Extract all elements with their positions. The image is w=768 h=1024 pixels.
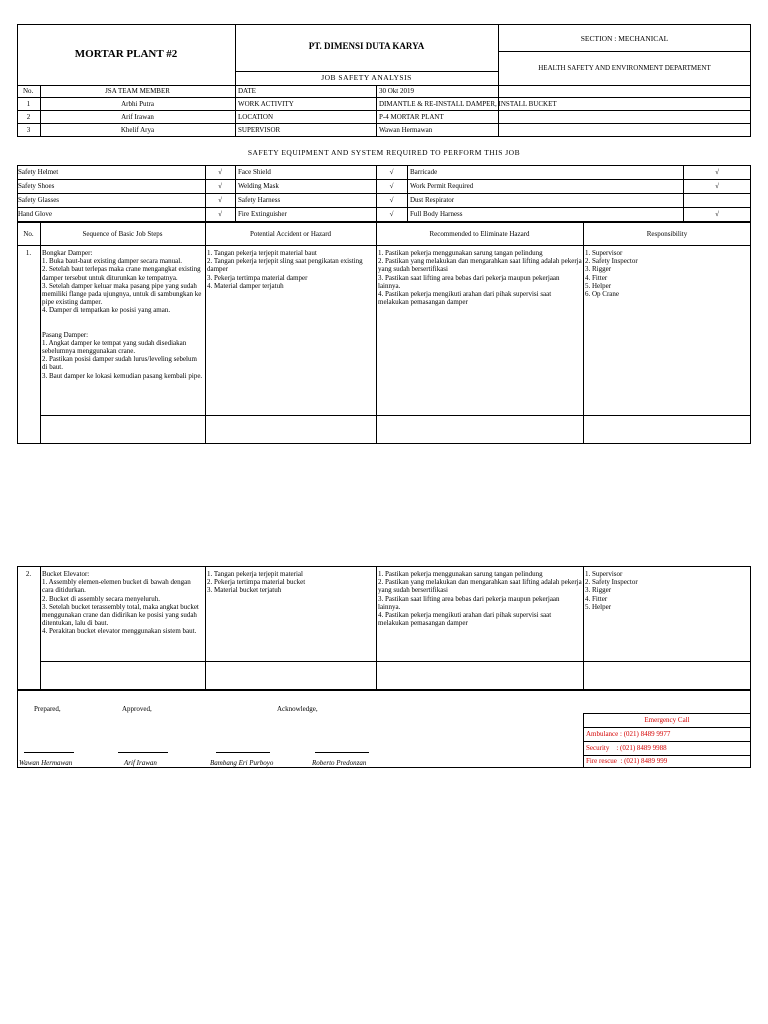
- resp-line: 3. Rigger: [585, 586, 612, 595]
- hazard-line: 2. Pekerja tertimpa material bucket: [207, 578, 306, 587]
- equipment-item: Safety Harness: [238, 196, 281, 204]
- step1-recommendations: [378, 249, 582, 306]
- resp-line: 5. Helper: [585, 602, 612, 611]
- resp-line: 1. Supervisor: [585, 570, 623, 578]
- emergency-line: Ambulance : (021) 8489 9977: [586, 730, 671, 738]
- team-member-name: Arif Irawan: [121, 113, 154, 121]
- equipment-item: Work Permit Required: [410, 182, 474, 190]
- hazard-line: 1. Tangan pekerja terjepit material: [207, 570, 303, 578]
- acknowledge-label: Acknowledge,: [277, 705, 318, 713]
- equipment-title: SAFETY EQUIPMENT AND SYSTEM REQUIRED TO PERFORM THIS JOB: [247, 148, 521, 157]
- plant-title: MORTAR PLANT #2: [74, 48, 178, 60]
- seq-line: Bucket Elevator:: [42, 570, 90, 578]
- seq-line: Pasang Damper:: [42, 330, 89, 339]
- seq-line: 3. Setelah damper keluar maka pasang pipe yang sudah memiliki flange pada ujungnya, untuk di sambungkan ke pipe existing damper.: [42, 281, 202, 307]
- step1-hazards: [207, 249, 375, 290]
- emergency-title: Emergency Call: [644, 716, 690, 724]
- date-label: DATE: [238, 87, 256, 95]
- equipment-item: Fire Extinguisher: [238, 210, 287, 218]
- check-mark: √: [218, 168, 222, 176]
- steps-col-resp: Responsibility: [646, 230, 688, 238]
- work-activity-label: WORK ACTIVITY: [238, 100, 294, 108]
- check-mark: √: [218, 196, 222, 204]
- equipment-item: Safety Shoes: [18, 182, 55, 190]
- step2-responsibility: [585, 570, 745, 611]
- department-label: HEALTH SAFETY AND ENVIRONMENT DEPARTMENT: [538, 64, 711, 72]
- hazard-line: 4. Material damper terjatuh: [207, 281, 284, 290]
- team-no: 1: [26, 100, 31, 108]
- work-activity-value: DIMANTLE & RE-INSTALL DAMPER, INSTALL BUCKET: [379, 100, 557, 108]
- team-no: 3: [26, 126, 31, 134]
- recommend-line: 2. Pastikan yang melakukan dan mengarahkan saat lifting adalah pekerja yang sudah bersertifikasi: [378, 578, 582, 595]
- step-number: 2.: [25, 570, 32, 578]
- check-mark: √: [715, 182, 719, 190]
- seq-line: 2. Setelah baut terlepas maka crane mengangkat existing damper tersebut untuk diturunkan ke tempatnya.: [42, 265, 201, 282]
- seq-line: 4. Damper di tempatkan ke posisi yang aman.: [42, 306, 171, 315]
- equipment-item: Face Shield: [238, 168, 271, 176]
- date-value: 30 Okt 2019: [379, 87, 414, 95]
- signature-line: [24, 752, 74, 753]
- emergency-line: Fire rescue : (021) 8489 999: [586, 757, 668, 765]
- equipment-item: Full Body Harness: [410, 210, 463, 218]
- seq-line: 4. Perakitan bucket elevator menggunakan sistem baut.: [42, 627, 197, 636]
- step-number: 1.: [25, 249, 32, 257]
- team-no: 2: [26, 113, 31, 121]
- team-member-name: Arbhi Putra: [121, 100, 154, 108]
- seq-line: 1. Assembly elemen-elemen bucket di bawah dengan cara ditidurkan.: [42, 578, 191, 595]
- seq-line: Bongkar Damper:: [42, 249, 93, 257]
- steps-col-seq: Sequence of Basic Job Steps: [82, 230, 163, 238]
- steps-col-no: No.: [23, 230, 34, 238]
- section-label: SECTION : MECHANICAL: [580, 34, 669, 43]
- check-mark: √: [389, 182, 394, 190]
- team-member-name: Khelif Arya: [120, 126, 155, 134]
- seq-line: 1. Angkat damper ke tempat yang sudah disediakan sebelumnya menggunakan crane.: [42, 338, 187, 356]
- emergency-line: Security : (021) 8489 9988: [586, 744, 667, 752]
- recommend-line: 1. Pastikan pekerja menggunakan sarung tangan pelindung: [378, 570, 543, 578]
- equipment-item: Safety Helmet: [18, 168, 59, 176]
- seq-line: 3. Baut damper ke lokasi kemudian pasang kembali pipe.: [42, 371, 203, 380]
- equipment-item: Safety Glasses: [18, 196, 60, 204]
- step1-sequence: [42, 249, 204, 380]
- check-mark: √: [389, 210, 394, 218]
- hazard-line: 1. Tangan pekerja terjepit material baut: [207, 249, 317, 257]
- recommend-line: 4. Pastikan pekerja mengikuti arahan dari pihak supervisi saat melakukan pemasangan damper: [378, 290, 552, 307]
- team-col-member: JSA TEAM MEMBER: [105, 87, 170, 95]
- recommend-line: 3. Pastikan saat lifting area bebas dari pekerja maupun pekerjaan lainnya.: [378, 594, 560, 611]
- prepared-label: Prepared,: [34, 705, 61, 713]
- hazard-line: 3. Material bucket terjatuh: [207, 586, 282, 595]
- equipment-item: Barricade: [410, 168, 438, 176]
- signature-line: [216, 752, 270, 753]
- step2-hazards: [207, 570, 375, 595]
- equipment-item: Dust Respirator: [410, 196, 455, 204]
- hazard-line: 3. Pekerja tertimpa material damper: [207, 273, 308, 282]
- check-mark: √: [218, 210, 222, 218]
- signatory-name: Arif Irawan: [124, 759, 157, 767]
- check-mark: √: [715, 210, 719, 218]
- supervisor-value: Wawan Hermawan: [379, 126, 433, 134]
- recommend-line: 4. Pastikan pekerja mengikuti arahan dari pihak supervisi saat melakukan pemasangan damper: [378, 611, 552, 628]
- check-mark: √: [715, 168, 719, 176]
- step2-sequence: [42, 570, 204, 636]
- signatory-name: Roberto Predonzan: [312, 759, 367, 767]
- resp-line: 2. Safety Inspector: [585, 578, 638, 587]
- signature-line: [118, 752, 168, 753]
- steps-col-hazard: Potential Accident or Hazard: [249, 230, 332, 238]
- signatory-name: Wawan Hermawan: [19, 759, 73, 767]
- resp-line: 1. Supervisor: [585, 249, 623, 257]
- signature-line: [315, 752, 369, 753]
- resp-line: 4. Fitter: [585, 594, 608, 603]
- form-title: JOB SAFETY ANALYSIS: [321, 73, 412, 82]
- supervisor-label: SUPERVISOR: [238, 126, 281, 134]
- location-label: LOCATION: [238, 113, 273, 121]
- check-mark: √: [389, 196, 394, 204]
- seq-line: 3. Setelah bucket terassembly total, maka angkat bucket menggunakan crane dan didirikan ke posisi yang sudah ditentukan, lalu di baut.: [42, 602, 199, 628]
- hazard-line: 2. Tangan pekerja terjepit sling saat pengikatan existing damper: [207, 257, 363, 274]
- location-value: P-4 MORTAR PLANT: [379, 113, 444, 121]
- team-col-no: No.: [23, 87, 34, 95]
- recommend-line: 3. Pastikan saat lifting area bebas dari pekerja maupun pekerjaan lainnya.: [378, 273, 560, 290]
- resp-line: 6. Op Crane: [585, 290, 620, 299]
- resp-line: 5. Helper: [585, 281, 612, 290]
- approved-label: Approved,: [122, 705, 152, 713]
- equipment-item: Welding Mask: [238, 182, 279, 190]
- resp-line: 4. Fitter: [585, 273, 608, 282]
- check-mark: √: [218, 182, 222, 190]
- seq-line: 1. Buka baut-baut existing damper secara manual.: [42, 257, 182, 266]
- check-mark: √: [389, 168, 394, 176]
- recommend-line: 2. Pastikan yang melakukan dan mengarahkan saat lifting adalah pekerja yang sudah bersertifikasi: [378, 257, 582, 274]
- resp-line: 2. Safety Inspector: [585, 257, 638, 266]
- steps-col-recommend: Recommended to Eliminate Hazard: [429, 230, 530, 238]
- resp-line: 3. Rigger: [585, 265, 612, 274]
- equipment-item: Hand Glove: [18, 210, 53, 218]
- seq-line: 2. Pastikan posisi damper sudah lurus/leveling sebelum di baut.: [42, 355, 197, 372]
- signatory-name: Bambang Eri Purboyo: [210, 759, 274, 767]
- step1-responsibility: [585, 249, 745, 298]
- recommend-line: 1. Pastikan pekerja menggunakan sarung tangan pelindung: [378, 249, 543, 257]
- seq-line: 2. Bucket di assembly secara menyeluruh.: [42, 594, 160, 603]
- company-name: PT. DIMENSI DUTA KARYA: [308, 41, 425, 51]
- step2-recommendations: [378, 570, 582, 627]
